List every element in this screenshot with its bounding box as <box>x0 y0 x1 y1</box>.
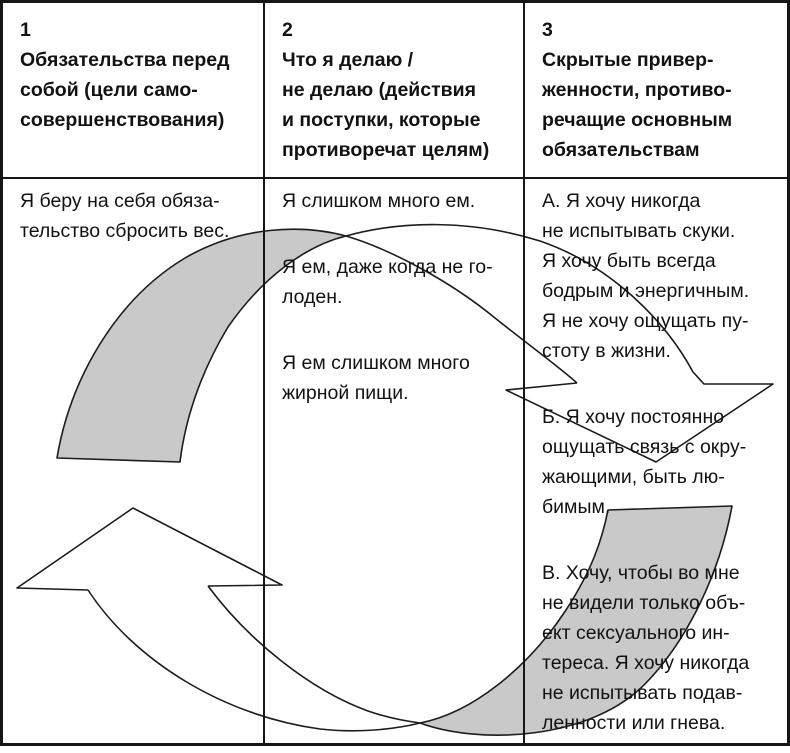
header-line: женности, противо- <box>542 79 732 101</box>
body-line: не испытывать скуки. <box>542 220 736 242</box>
body-paragraph <box>282 252 515 312</box>
body-line: тельство сбросить вес. <box>20 220 230 242</box>
column-number: 3 <box>542 19 553 41</box>
body-line: жирной пищи. <box>282 382 409 404</box>
body-line: Я ем слишком много <box>282 352 470 374</box>
header-line: собой (цели само- <box>20 79 198 101</box>
body-line: лоден. <box>282 286 343 308</box>
column-number: 1 <box>20 19 31 41</box>
body-line: бимым. <box>542 496 611 518</box>
body-line: Я слишком много ем. <box>282 190 476 212</box>
body-paragraph <box>542 186 779 366</box>
body-line: Я ем, даже когда не го- <box>282 256 493 278</box>
body-line: А. Я хочу никогда <box>542 190 701 212</box>
header-line: не делаю (действия <box>282 79 477 101</box>
column-1-body-cell <box>3 177 263 743</box>
body-line: Я не хочу ощущать пу- <box>542 310 749 332</box>
body-line: Я хочу быть всегда <box>542 250 716 272</box>
body-line: стоту в жизни. <box>542 340 671 362</box>
body-paragraph <box>542 558 779 738</box>
body-paragraph <box>282 186 515 216</box>
column-3-body-cell <box>523 177 787 743</box>
header-line: Обязательства перед <box>20 49 230 71</box>
header-line: обязательствам <box>542 139 700 161</box>
header-line: Скрытые привер- <box>542 49 714 71</box>
body-paragraph <box>282 348 515 408</box>
header-line: и поступки, которые <box>282 109 481 131</box>
body-line: Я беру на себя обяза- <box>20 190 220 212</box>
body-line: не видели только объ- <box>542 592 746 614</box>
header-line: совершенствования) <box>20 109 225 131</box>
header-line: речащие основным <box>542 109 733 131</box>
body-line: тереса. Я хочу никогда <box>542 652 750 674</box>
body-line: бодрым и энергичным. <box>542 280 750 302</box>
body-line: Б. Я хочу постоянно <box>542 406 725 428</box>
column-1-header-cell <box>3 3 263 177</box>
body-line: ленности или гнева. <box>542 712 726 734</box>
column-number: 2 <box>282 19 293 41</box>
body-line: ощущать связь с окру- <box>542 436 747 458</box>
body-line: жающими, быть лю- <box>542 466 725 488</box>
body-line: В. Хочу, чтобы во мне <box>542 562 740 584</box>
body-line: не испытывать подав- <box>542 682 743 704</box>
body-paragraph <box>542 402 779 522</box>
column-2-body-cell <box>263 177 523 743</box>
header-line: Что я делаю / <box>282 49 414 71</box>
column-2-header-cell <box>263 3 523 177</box>
column-3-header-cell <box>523 3 787 177</box>
body-paragraph <box>20 186 255 246</box>
header-line: противоречат целям) <box>282 139 490 161</box>
body-line: ект сексуального ин- <box>542 622 730 644</box>
